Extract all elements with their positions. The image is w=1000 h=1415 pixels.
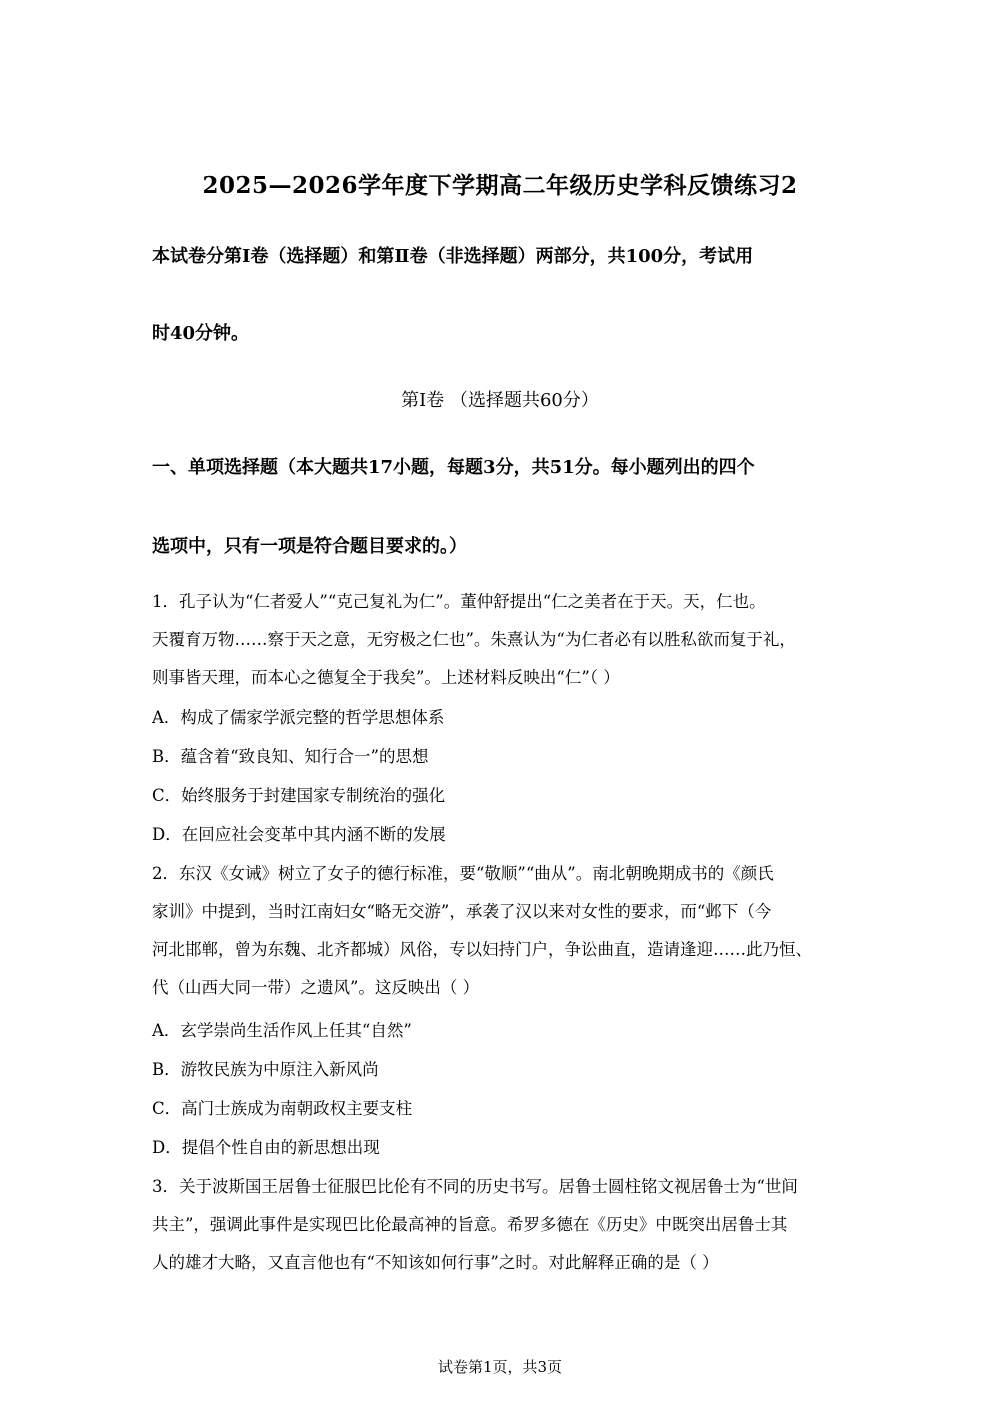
intro-line-2: 时40分钟。 — [152, 323, 250, 344]
question-2-stem — [152, 855, 852, 1007]
question-2-option-a: A．玄学崇尚生活作风上任其“自然” — [152, 1021, 412, 1040]
question-line: 人的雄才大略，又直言他也有“不知该如何行事”之时。对此解释正确的是（ ） — [152, 1253, 719, 1272]
question-line: 则事皆天理，而本心之德复全于我矣”。上述材料反映出“仁”（ ） — [152, 668, 620, 687]
section-heading-line-2: 选项中，只有一项是符合题目要求的。） — [152, 536, 467, 557]
page-footer: 试卷第1页，共3页 — [437, 1358, 563, 1376]
question-line: 共主”，强调此事件是实现巴比伦最高神的旨意。希罗多德在《历史》中既突出居鲁士其 — [152, 1215, 788, 1234]
question-1-option-a: A．构成了儒家学派完整的哲学思想体系 — [152, 708, 445, 727]
question-2-option-c: C．高门士族成为南朝政权主要支柱 — [152, 1099, 413, 1118]
question-3-stem — [152, 1168, 852, 1282]
question-1-stem — [152, 583, 852, 697]
question-line: 天覆育万物……察于天之意，无穷极之仁也”。朱熹认为“为仁者必有以胜私欲而复于礼， — [152, 630, 796, 649]
question-1-option-c: C．始终服务于封建国家专制统治的强化 — [152, 786, 446, 805]
question-1-option-d: D．在回应社会变革中其内涵不断的发展 — [152, 825, 446, 844]
question-2-option-b: B．游牧民族为中原注入新风尚 — [152, 1060, 379, 1079]
exam-title: 2025—2026学年度下学期高二年级历史学科反馈练习2 — [202, 172, 798, 199]
question-line: 代（山西大同一带）之遗风”。这反映出（ ） — [152, 978, 480, 997]
question-1-option-b: B．蕴含着“致良知、知行合一”的思想 — [152, 747, 429, 766]
intro-line-1: 本试卷分第Ⅰ卷（选择题）和第Ⅱ卷（非选择题）两部分，共100分，考试用 — [152, 246, 754, 267]
question-line: 1．孔子认为“仁者爱人”“克己复礼为仁”。董仲舒提出“仁之美者在于天。天，仁也。 — [152, 592, 766, 611]
question-line: 河北邯郸，曾为东魏、北齐都城）风俗，专以妇持门户，争讼曲直，造请逢迎……此乃恒、 — [152, 940, 812, 959]
question-line: 家训》中提到，当时江南妇女“略无交游”，承袭了汉以来对女性的要求，而“邺下（今 — [152, 902, 772, 921]
question-line: 2．东汉《女诫》树立了女子的德行标准，要“敬顺”“曲从”。南北朝晚期成书的《颜氏 — [152, 864, 774, 883]
section-heading-line-1: 一、单项选择题（本大题共17小题，每题3分，共51分。每小题列出的四个 — [152, 457, 755, 478]
question-2-option-d: D．提倡个性自由的新思想出现 — [152, 1138, 380, 1157]
part-title: 第Ⅰ卷 （选择题共60分） — [401, 390, 599, 411]
question-line: 3．关于波斯国王居鲁士征服巴比伦有不同的历史书写。居鲁士圆柱铭文视居鲁士为“世间 — [152, 1177, 798, 1196]
